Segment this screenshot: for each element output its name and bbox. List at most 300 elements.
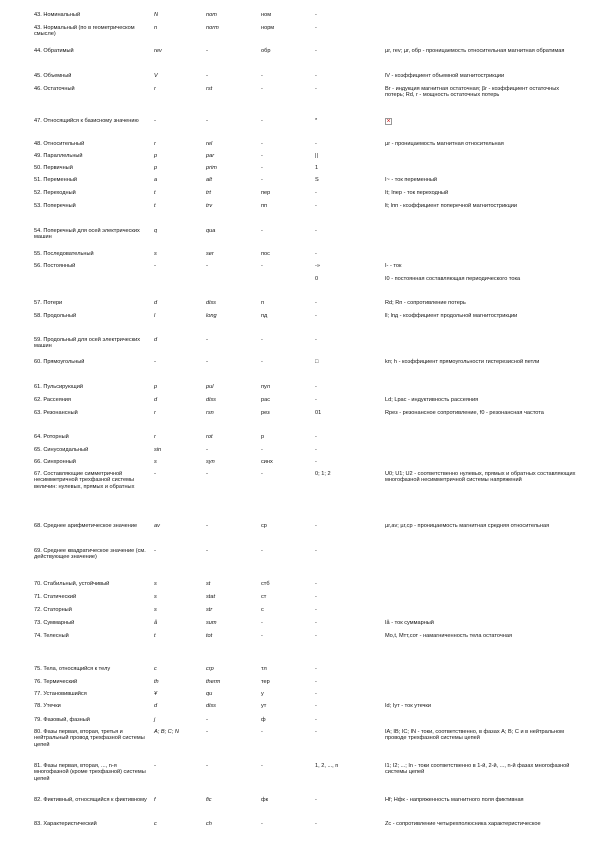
term-name: 61. Пульсирующий [34,384,84,390]
term-name-cell [34,397,154,410]
symbol-designation-cell [315,177,385,190]
russian-designation-cell [261,86,315,118]
usage-example-cell [385,276,578,300]
term-name: 76. Термический [34,679,78,685]
symbol-designation-cell [315,48,385,73]
term-name: 72. Статорный [34,607,72,613]
international-designation: s [154,594,157,600]
symbol-designation-cell [315,633,385,666]
usage-example: U0; U1; U2 - соответственно нулевых, прямых и обратных составляющих многофазной несимметричной системы напряжений [385,471,576,484]
international-designation-cell [154,434,206,447]
term-name-cell [34,12,154,25]
symbol-designation-cell [315,459,385,471]
russian-designation-cell [261,141,315,153]
table-row [34,434,578,447]
term-name-cell [34,263,154,276]
symbol-designation: -» [315,263,320,269]
russian-designation-cell [261,821,315,845]
term-name-cell [34,276,154,300]
term-name-cell [34,717,154,729]
table-row [34,459,578,471]
term-name: 67. Составляющие симметричной несимметричной трехфазной системы величин: нулевых, прямых и обратных [34,471,135,490]
usage-example-cell [385,48,578,73]
usage-example: Id; Iут - ток утечки [385,703,431,709]
international-designation: q [154,228,158,234]
russian-designation-cell [261,228,315,251]
russian-designation: - [261,228,263,234]
international-designation: p [154,165,158,171]
russian-designation-cell [261,313,315,337]
term-name: 66. Синхронный [34,459,76,465]
table-row [34,691,578,703]
usage-example: Iå - ток суммарный [385,620,434,626]
symbol-designation: - [315,86,317,92]
table-row [34,447,578,459]
russian-designation: - [261,447,263,453]
usage-example: I- - ток [385,263,402,269]
table-row [34,471,578,523]
term-name-cell [34,691,154,703]
russian-designation-cell [261,679,315,691]
symbol-designation-cell [315,620,385,633]
table-row [34,717,578,729]
international-designation: d [154,703,158,709]
latin-designation: - [206,729,208,735]
usage-example-cell [385,620,578,633]
symbol-designation-cell [315,251,385,263]
international-designation-cell [154,228,206,251]
international-designation: t [154,203,156,209]
latin-designation-cell [206,276,261,300]
table-row [34,228,578,251]
symbol-designation-cell [315,434,385,447]
term-name-cell [34,459,154,471]
latin-designation: - [206,763,208,769]
latin-designation-cell [206,190,261,203]
latin-designation: diss [206,703,216,709]
usage-example-cell [385,165,578,177]
usage-example-cell [385,548,578,581]
term-name-cell [34,703,154,717]
latin-designation-cell [206,300,261,313]
latin-designation-cell [206,797,261,821]
usage-example-cell [385,633,578,666]
term-name-cell [34,434,154,447]
russian-designation: норм [261,25,275,31]
latin-designation: qua [206,228,216,234]
russian-designation-cell [261,165,315,177]
table-row [34,397,578,410]
usage-example-cell [385,607,578,620]
term-name-cell [34,633,154,666]
symbol-designation: - [315,313,317,319]
table-row [34,607,578,620]
international-designation-cell [154,821,206,845]
latin-designation: ser [206,251,214,257]
symbol-designation-cell [315,607,385,620]
term-name-cell [34,153,154,165]
term-name-cell [34,821,154,845]
russian-designation: пул [261,384,270,390]
latin-designation: fic [206,797,212,803]
table-row [34,86,578,118]
russian-designation-cell [261,12,315,25]
international-designation: - [154,471,156,477]
symbol-designation: - [315,679,317,685]
latin-designation: tot [206,633,213,639]
russian-designation: - [261,86,263,92]
international-designation-cell [154,447,206,459]
table-row [34,633,578,666]
term-name-cell [34,797,154,821]
usage-example-cell [385,703,578,717]
latin-designation-cell [206,548,261,581]
usage-example-cell [385,203,578,228]
latin-designation-cell [206,251,261,263]
international-designation: j [154,717,156,723]
russian-designation-cell [261,729,315,763]
russian-designation-cell [261,410,315,434]
latin-designation-cell [206,594,261,607]
latin-designation-cell [206,729,261,763]
latin-designation-cell [206,607,261,620]
russian-designation: у [261,691,264,697]
usage-example: Mo,t, Mтт,сот - намагниченность тела остаточная [385,633,513,639]
symbol-designation-cell [315,263,385,276]
international-designation-cell [154,717,206,729]
symbol-designation: - [315,48,317,54]
russian-designation: - [261,141,263,147]
international-designation-cell [154,12,206,25]
usage-example: Rd; Rп - сопротивление потерь [385,300,466,306]
usage-example-cell [385,397,578,410]
russian-designation-cell [261,447,315,459]
term-name-cell [34,86,154,118]
latin-designation: st [206,581,211,587]
symbol-designation: - [315,228,317,234]
term-name: 69. Среднее квадратическое значение (см. действующее значение) [34,548,146,561]
term-name-cell [34,141,154,153]
usage-example: IA; IB; IC; IN - токи, соответственно, в фазах A; B; C и в нейтральном проводе трехфазной системы цепей [385,729,564,742]
international-designation: - [154,763,156,769]
symbol-designation: - [315,523,317,529]
symbol-designation-cell [315,679,385,691]
latin-designation: pul [206,384,214,390]
term-name-cell [34,337,154,359]
international-designation: p [154,153,158,159]
russian-designation: тер [261,679,270,685]
table-row [34,548,578,581]
symbol-designation: 0 [315,276,319,282]
usage-example-cell [385,434,578,447]
symbol-designation: - [315,548,317,554]
latin-designation: - [206,447,208,453]
term-name-cell [34,447,154,459]
symbol-designation: - [315,594,317,600]
symbol-designation: - [315,821,317,827]
latin-designation-cell [206,177,261,190]
international-designation-cell [154,73,206,86]
latin-designation-cell [206,763,261,797]
russian-designation-cell [261,263,315,276]
latin-designation-cell [206,228,261,251]
symbol-designation: - [315,703,317,709]
term-name: 59. Продольный для осей электрических машин [34,337,141,350]
international-designation: l [154,313,156,319]
latin-designation-cell [206,384,261,397]
table-row [34,48,578,73]
table-row [34,25,578,48]
latin-designation: diss [206,397,216,403]
international-designation-cell [154,703,206,717]
international-designation-cell [154,118,206,141]
usage-example: It; Iпер - ток переходный [385,190,449,196]
table-row [34,203,578,228]
symbol-designation: || [315,153,318,159]
usage-example: Br - индукция магнитная остаточная; βr - коэффициент остаточных потерь; Rd, r - мощность остаточных потерь [385,86,560,99]
latin-designation: rot [206,434,213,440]
symbol-designation: 01 [315,410,322,416]
latin-designation: - [206,337,208,343]
usage-example-cell [385,581,578,594]
latin-designation-cell [206,263,261,276]
term-name: 79. Фазовый, фазный [34,717,90,723]
symbol-designation-cell [315,313,385,337]
international-designation-cell [154,523,206,548]
international-designation-cell [154,459,206,471]
russian-designation-cell [261,48,315,73]
russian-designation: пп [261,203,268,209]
table-row [34,165,578,177]
table-row [34,177,578,190]
latin-designation-cell [206,359,261,384]
latin-designation: syn [206,459,215,465]
symbol-designation-cell [315,190,385,203]
russian-designation-cell [261,620,315,633]
term-name-cell [34,203,154,228]
russian-designation-cell [261,548,315,581]
table-row [34,153,578,165]
term-name: 54. Поперечный для осей электрических машин [34,228,140,241]
international-designation-cell [154,633,206,666]
term-name-cell [34,523,154,548]
usage-example-cell [385,359,578,384]
latin-designation-cell [206,48,261,73]
russian-designation-cell [261,337,315,359]
russian-designation: - [261,263,263,269]
usage-example: I1; I2; ...; In - токи соответственно в 1-й, 2-й, ..., n-й фазах многофазной системы цепей [385,763,570,776]
symbol-designation-cell [315,471,385,523]
term-name: 65. Синусоидальный [34,447,89,453]
russian-designation: тл [261,666,267,672]
term-name: 77. Установившийся [34,691,87,697]
term-name: 51. Переменный [34,177,77,183]
latin-designation: str [206,607,213,613]
table-row [34,679,578,691]
symbol-designation: - [315,633,317,639]
latin-designation-cell [206,691,261,703]
russian-designation-cell [261,73,315,86]
latin-designation: nom [206,12,217,18]
international-designation-cell [154,300,206,313]
russian-designation-cell [261,763,315,797]
symbol-designation: - [315,337,317,343]
table-row [34,620,578,633]
russian-designation-cell [261,633,315,666]
usage-example-cell [385,384,578,397]
russian-designation: обр [261,48,271,54]
term-name: 82. Фиктивный, относящийся к фиктивному [34,797,147,803]
term-name: 43. Номинальный [34,12,81,18]
russian-designation: стб [261,581,270,587]
symbol-designation: - [315,397,317,403]
international-designation-cell [154,666,206,679]
latin-designation: norm [206,25,219,31]
symbol-designation-cell [315,203,385,228]
russian-designation: р [261,434,265,440]
term-name: 50. Первичный [34,165,73,171]
international-designation-cell [154,397,206,410]
russian-designation: - [261,118,263,124]
russian-designation: пд [261,313,268,319]
russian-designation: - [261,359,263,365]
symbol-designation: - [315,666,317,672]
latin-designation-cell [206,459,261,471]
international-designation-cell [154,337,206,359]
latin-designation: ch [206,821,212,827]
usage-example-cell [385,717,578,729]
term-name-cell [34,581,154,594]
international-designation: - [154,548,156,554]
international-designation: s [154,581,157,587]
symbol-designation-cell [315,228,385,251]
term-name: 55. Последовательный [34,251,94,257]
symbol-designation-cell [315,165,385,177]
symbol-designation-cell [315,141,385,153]
term-name: 63. Резонансный [34,410,78,416]
symbol-designation: 1, 2, ..., n [315,763,339,769]
symbol-designation: - [315,251,317,257]
russian-designation-cell [261,397,315,410]
usage-example-cell [385,459,578,471]
international-designation-cell [154,691,206,703]
usage-example-cell [385,447,578,459]
term-name-cell [34,384,154,397]
term-name: 56. Постоянный [34,263,76,269]
latin-designation: crp [206,666,214,672]
latin-designation-cell [206,73,261,86]
russian-designation-cell [261,300,315,313]
russian-designation: ст [261,594,267,600]
symbol-designation-cell [315,447,385,459]
usage-example: Ld; Lрас - индуктивность рассеяния [385,397,479,403]
russian-designation-cell [261,251,315,263]
term-name: 70. Стабильный, устойчивый [34,581,110,587]
term-name: 83. Характеристический [34,821,97,827]
russian-designation-cell [261,190,315,203]
term-name: 62. Рассеяния [34,397,71,403]
russian-designation-cell [261,153,315,165]
usage-example-cell [385,25,578,48]
term-name: 73. Суммарный [34,620,75,626]
russian-designation-cell [261,523,315,548]
latin-designation-cell [206,581,261,594]
usage-example-cell [385,300,578,313]
latin-designation: sum [206,620,217,626]
russian-designation-cell [261,594,315,607]
table-row [34,263,578,276]
symbol-designation: - [315,447,317,453]
symbol-designation: 1 [315,165,319,171]
symbol-designation: - [315,300,317,306]
international-designation: d [154,397,158,403]
term-name: 74. Телесный [34,633,69,639]
russian-designation: рез [261,410,270,416]
table-row [34,821,578,845]
symbol-designation: - [315,581,317,587]
latin-designation: - [206,548,208,554]
symbol-designation: - [315,729,317,735]
russian-designation-cell [261,703,315,717]
international-designation-cell [154,410,206,434]
symbol-designation: - [315,717,317,723]
term-name-cell [34,410,154,434]
latin-designation: - [206,471,208,477]
symbol-designation: * [315,118,318,124]
international-designation: s [154,459,157,465]
usage-example: ll; lпд - коэффициент продольной магнитострикции [385,313,518,319]
international-designation-cell [154,165,206,177]
russian-designation: рас [261,397,271,403]
russian-designation-cell [261,717,315,729]
international-designation: r [154,410,156,416]
international-designation-cell [154,548,206,581]
term-name-cell [34,679,154,691]
symbol-designation-cell [315,384,385,397]
international-designation: r [154,434,156,440]
latin-designation-cell [206,703,261,717]
latin-designation-cell [206,153,261,165]
latin-designation: - [206,359,208,365]
symbol-designation: - [315,434,317,440]
symbol-designation-cell [315,594,385,607]
usage-example-cell [385,313,578,337]
international-designation: av [154,523,160,529]
term-name: 60. Прямоугольный [34,359,85,365]
term-name-cell [34,228,154,251]
term-name: 44. Обратимый [34,48,74,54]
international-designation-cell [154,263,206,276]
symbol-designation-cell [315,523,385,548]
symbol-designation-cell [315,581,385,594]
usage-example: lt; lпп - коэффициент поперечной магнитострикции [385,203,518,209]
russian-designation: фк [261,797,269,803]
usage-example-cell [385,821,578,845]
table-row [34,763,578,797]
international-designation: - [154,263,156,269]
international-designation: t [154,190,156,196]
symbol-designation-cell [315,717,385,729]
table-row [34,797,578,821]
russian-designation: пер [261,190,271,196]
latin-designation-cell [206,523,261,548]
international-designation-cell [154,276,206,300]
term-name-cell [34,607,154,620]
symbol-designation: - [315,12,317,18]
international-designation: N [154,12,159,18]
international-designation-cell [154,190,206,203]
term-name: 53. Поперечный [34,203,76,209]
